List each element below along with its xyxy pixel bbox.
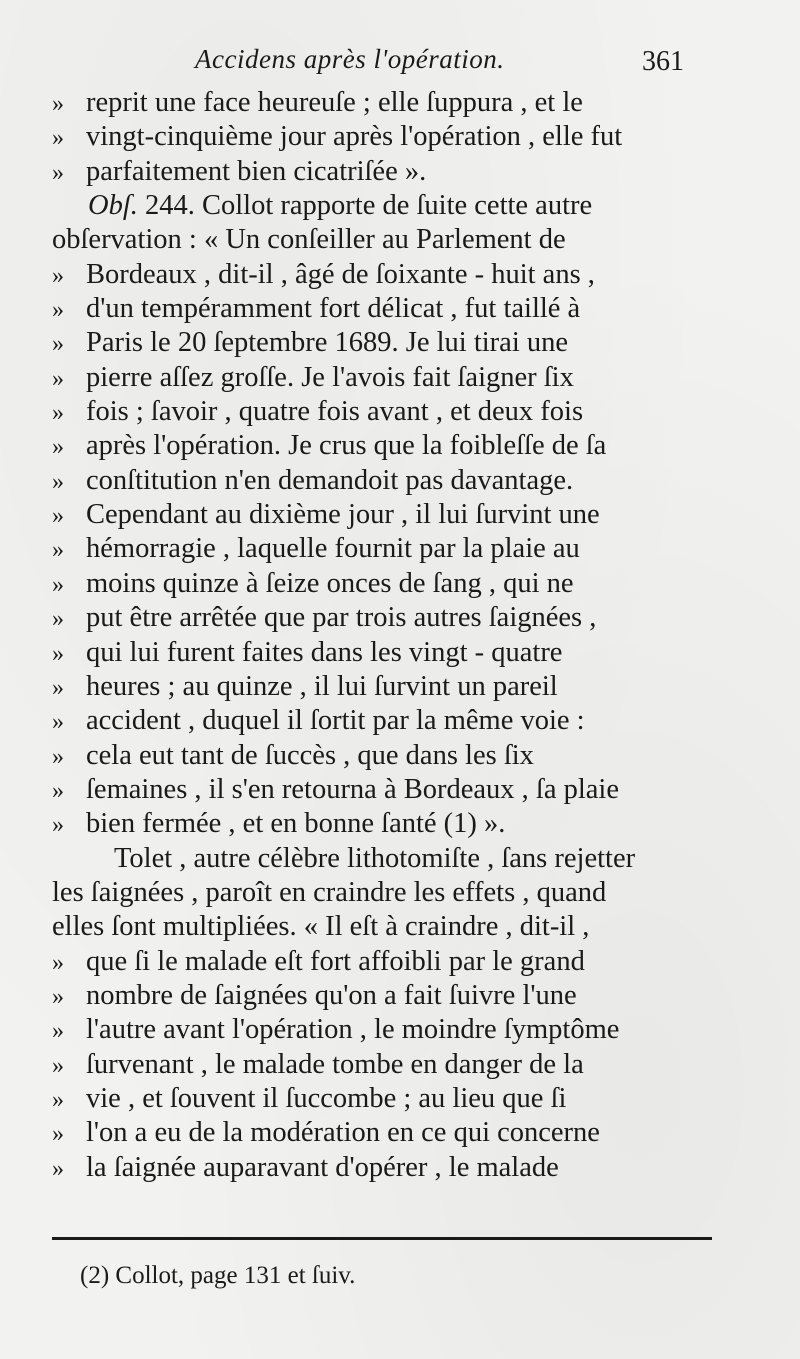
text-line bbox=[52, 670, 712, 704]
quote-mark: » bbox=[52, 983, 64, 1010]
text-line bbox=[52, 292, 712, 326]
quote-mark: » bbox=[52, 468, 64, 495]
quote-mark: » bbox=[52, 159, 64, 186]
line-text: obſervation : « Un conſeiller au Parlement de bbox=[52, 224, 566, 256]
quote-mark: » bbox=[52, 1121, 64, 1148]
line-text: après l'opération. Je crus que la foibleſſe de ſa bbox=[86, 430, 607, 462]
quote-mark: » bbox=[52, 365, 64, 392]
running-head bbox=[0, 44, 800, 84]
line-text: la ſaignée auparavant d'opérer , le malade bbox=[86, 1151, 559, 1183]
text-line bbox=[52, 773, 712, 807]
text-line bbox=[52, 945, 712, 979]
text-line bbox=[52, 395, 712, 429]
line-text: put être arrêtée que par trois autres ſaignées , bbox=[86, 602, 597, 634]
quote-mark: » bbox=[52, 1052, 64, 1079]
line-text: 244. Collot rapporte de ſuite cette autre bbox=[137, 190, 593, 222]
line-text: Tolet , autre célèbre lithotomiſte , ſans rejetter bbox=[114, 842, 636, 874]
line-text: qui lui furent faites dans les vingt - quatre bbox=[86, 636, 563, 668]
text-line bbox=[52, 258, 712, 292]
line-text: conſtitution n'en demandoit pas davantage. bbox=[86, 464, 574, 496]
line-text: Cependant au dixième jour , il lui ſurvint une bbox=[86, 499, 600, 531]
line-text: moins quinze à ſeize onces de ſang , qui ne bbox=[86, 567, 574, 599]
text-line bbox=[52, 223, 712, 257]
quote-mark: » bbox=[52, 503, 64, 530]
quote-mark: » bbox=[52, 743, 64, 770]
quote-mark: » bbox=[52, 949, 64, 976]
text-line bbox=[52, 1048, 712, 1082]
text-line bbox=[52, 1116, 712, 1150]
text-line bbox=[52, 739, 712, 773]
line-text: reprit une face heureuſe ; elle ſuppura , et le bbox=[86, 87, 583, 118]
line-text: ſemaines , il s'en retourna à Bordeaux , ſa plaie bbox=[86, 773, 619, 805]
line-text: cela eut tant de ſuccès , que dans les ſix bbox=[86, 739, 534, 771]
text-line bbox=[52, 1082, 712, 1116]
line-text: les ſaignées , paroît en craindre les effets , quand bbox=[52, 876, 607, 908]
text-line bbox=[52, 326, 712, 360]
text-line bbox=[52, 189, 712, 223]
line-text: elles ſont multipliées. « Il eſt à craindre , dit-il , bbox=[52, 911, 590, 943]
quote-mark: » bbox=[52, 812, 64, 839]
quote-mark: » bbox=[52, 91, 64, 117]
quote-mark: » bbox=[52, 777, 64, 804]
text-line bbox=[52, 636, 712, 670]
observation-label: Obſ. bbox=[88, 190, 138, 222]
line-text: nombre de ſaignées qu'on a fait ſuivre l'une bbox=[86, 979, 577, 1011]
line-text: d'un tempéramment fort délicat , fut taillé à bbox=[86, 293, 581, 325]
line-text: heures ; au quinze , il lui ſurvint un pareil bbox=[86, 670, 558, 702]
text-line bbox=[52, 86, 712, 120]
text-line bbox=[52, 979, 712, 1013]
text-line bbox=[52, 842, 712, 876]
quote-mark: » bbox=[52, 125, 64, 152]
quote-mark: » bbox=[52, 297, 64, 324]
line-text: que ſi le malade eſt fort affoibli par le grand bbox=[86, 945, 585, 977]
text-line bbox=[52, 464, 712, 498]
line-text: l'autre avant l'opération , le moindre ſymptôme bbox=[86, 1014, 620, 1046]
text-line bbox=[52, 155, 712, 189]
quote-mark: » bbox=[52, 537, 64, 564]
quote-mark: » bbox=[52, 1086, 64, 1113]
footnote-rule bbox=[52, 1237, 712, 1240]
line-text: fois ; ſavoir , quatre fois avant , et deux fois bbox=[86, 396, 584, 428]
quote-mark: » bbox=[52, 640, 64, 667]
quote-mark: » bbox=[52, 709, 64, 736]
text-line bbox=[52, 876, 712, 910]
quote-mark: » bbox=[52, 262, 64, 289]
line-text: Bordeaux , dit-il , âgé de ſoixante - huit ans , bbox=[86, 258, 595, 290]
quote-mark: » bbox=[52, 674, 64, 701]
text-line bbox=[52, 429, 712, 463]
text-line bbox=[52, 910, 712, 944]
line-text: pierre aſſez groſſe. Je l'avois fait ſaigner ſix bbox=[86, 361, 574, 393]
line-text: bien fermée , et en bonne ſanté (1) ». bbox=[86, 808, 506, 840]
quote-mark: » bbox=[52, 1155, 64, 1182]
line-text: accident , duquel il ſortit par la même voie : bbox=[86, 705, 585, 737]
text-line bbox=[52, 1013, 712, 1047]
quote-mark: » bbox=[52, 434, 64, 461]
text-line bbox=[52, 361, 712, 395]
line-text: l'on a eu de la modération en ce qui concerne bbox=[86, 1117, 600, 1149]
page-number: 361 bbox=[642, 46, 684, 77]
text-line bbox=[52, 532, 712, 566]
text-line bbox=[52, 567, 712, 601]
body-text bbox=[52, 86, 712, 1185]
quote-mark: » bbox=[52, 400, 64, 427]
text-line bbox=[52, 120, 712, 154]
line-text: ſurvenant , le malade tombe en danger de la bbox=[86, 1048, 584, 1080]
text-line bbox=[52, 704, 712, 738]
line-text: Paris le 20 ſeptembre 1689. Je lui tirai une bbox=[86, 327, 569, 359]
quote-mark: » bbox=[52, 331, 64, 358]
quote-mark: » bbox=[52, 571, 64, 598]
quote-mark: » bbox=[52, 1018, 64, 1045]
text-line bbox=[52, 807, 712, 841]
line-text: parfaitement bien cicatriſée ». bbox=[86, 155, 427, 187]
line-text: vingt-cinquième jour après l'opération , elle fut bbox=[86, 121, 623, 153]
quote-mark: » bbox=[52, 606, 64, 633]
text-line bbox=[52, 1151, 712, 1185]
text-line bbox=[52, 498, 712, 532]
line-text: vie , et ſouvent il ſuccombe ; au lieu que ſi bbox=[86, 1082, 567, 1114]
footnote: (2) Collot, page 131 et ſuiv. bbox=[80, 1262, 356, 1289]
running-title: Accidens après l'opération. bbox=[195, 44, 505, 74]
text-line bbox=[52, 601, 712, 635]
line-text: hémorragie , laquelle fournit par la plaie au bbox=[86, 533, 580, 565]
